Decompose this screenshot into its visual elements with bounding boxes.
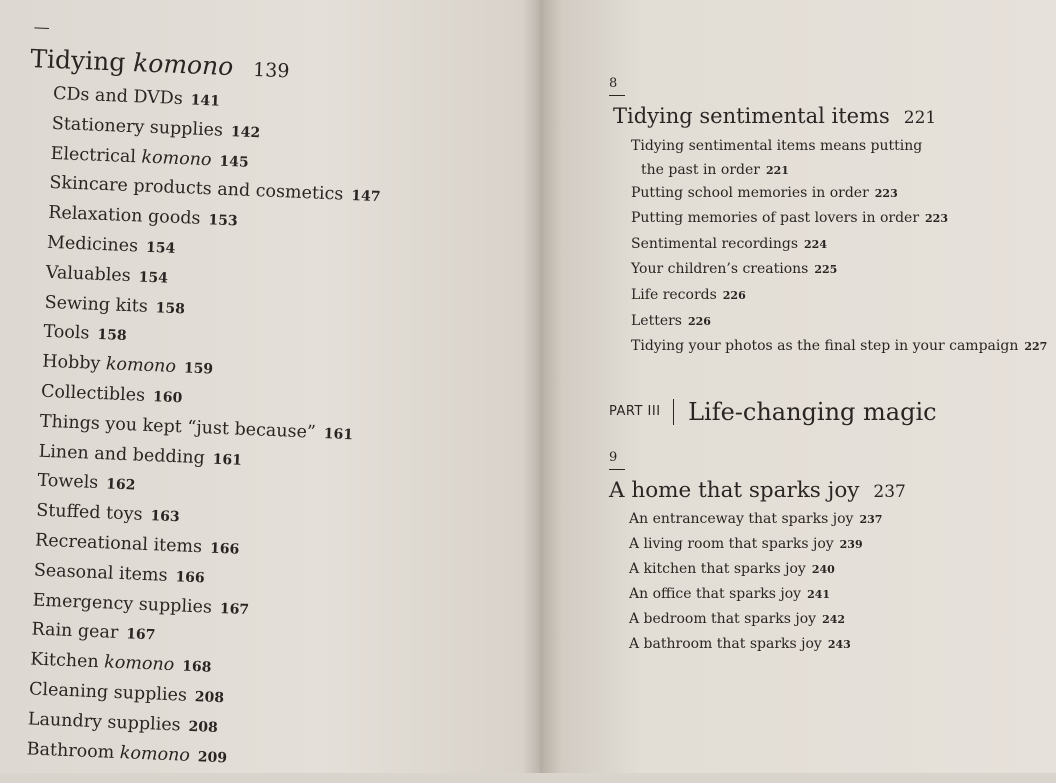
chapter-8-title: Tidying sentimental items — [613, 104, 890, 128]
entry-page: 167 — [219, 600, 250, 618]
entry-page: 145 — [219, 153, 250, 171]
entry-page: 167 — [125, 626, 156, 644]
entry-text: Sewing kits — [44, 292, 149, 317]
entry-text: An entranceway that sparks joy — [629, 510, 854, 527]
chapter-title-italic: komono — [132, 48, 234, 82]
part-label: PART III — [609, 404, 661, 420]
chapter-9-number: 9 — [609, 449, 618, 465]
entry-page: 208 — [194, 689, 225, 707]
chapter-9-entry-list — [609, 507, 1039, 657]
chapter-9-title: A home that sparks joy — [609, 477, 860, 503]
entry-text: Your children’s creations — [631, 261, 809, 278]
entry-page: 147 — [350, 188, 381, 206]
entry-text: Tidying your photos as the final step in your campaign — [631, 338, 1019, 355]
entry-page: 225 — [814, 263, 838, 277]
chapter-8-page: 221 — [903, 108, 937, 128]
entry-text: Laundry supplies — [27, 709, 182, 736]
entry-page: 239 — [839, 537, 863, 551]
entry-page: 240 — [811, 562, 835, 576]
entry-text: Kitchen — [29, 649, 105, 673]
toc-entry — [631, 257, 1039, 283]
entry-text: A bathroom that sparks joy — [629, 635, 822, 652]
entry-text: Emergency supplies — [32, 590, 213, 618]
entry-page: 224 — [804, 237, 827, 251]
entry-page: 223 — [925, 212, 948, 226]
entry-page: 154 — [138, 269, 169, 287]
entry-page: 227 — [1024, 340, 1048, 354]
toc-entry — [631, 309, 1039, 335]
part-divider — [673, 399, 675, 425]
entry-page: 168 — [181, 658, 212, 676]
entry-text: Towels — [37, 470, 99, 494]
entry-page: 162 — [105, 476, 136, 494]
entry-text-italic: komono — [105, 354, 177, 378]
entry-text: Medicines — [46, 232, 139, 257]
entry-page: 141 — [190, 92, 221, 110]
entry-text: An office that sparks joy — [629, 585, 802, 602]
entry-page: 223 — [874, 186, 898, 200]
entry-text: Stuffed toys — [35, 500, 143, 525]
left-toc-column — [2, 17, 501, 783]
entry-page: 241 — [807, 587, 831, 601]
entry-page: 160 — [152, 389, 183, 407]
chapter-page-number: 139 — [252, 58, 290, 83]
entry-text: Collectibles — [40, 381, 146, 406]
entry-text: Seasonal items — [33, 560, 168, 586]
entry-page: 226 — [722, 288, 746, 302]
entry-text: Valuables — [45, 262, 132, 286]
entry-page: 208 — [188, 718, 219, 736]
entry-text: Cleaning supplies — [28, 679, 188, 706]
entry-text-continued — [631, 160, 1039, 181]
komono-entry-list — [2, 79, 499, 783]
toc-entry — [629, 607, 1039, 632]
chapter-9-dash — [609, 469, 625, 470]
entry-page: 161 — [323, 425, 354, 443]
entry-text: Letters — [631, 312, 682, 329]
entry-text: Skincare products and cosmetics — [49, 173, 344, 206]
chapter-8-entry-list — [609, 134, 1048, 360]
part-title: Life-changing magic — [688, 397, 937, 426]
entry-text-line2: the past in order — [641, 161, 760, 178]
book-gutter — [522, 0, 562, 773]
entry-text: Putting memories of past lovers in order — [631, 210, 920, 227]
chapter-9-page: 237 — [873, 481, 906, 502]
entry-text: Things you kept “just because” — [39, 411, 317, 443]
entry-text-italic: komono — [119, 742, 191, 766]
entry-page: 163 — [150, 508, 181, 526]
entry-text: Rain gear — [31, 619, 119, 644]
toc-entry — [629, 507, 1039, 532]
toc-entry — [629, 557, 1039, 582]
entry-text: Putting school memories in order — [631, 184, 869, 201]
entry-text: Bathroom — [26, 738, 121, 763]
entry-text: Hobby — [41, 351, 107, 375]
entry-page: 158 — [155, 299, 186, 317]
chapter-9-block — [609, 450, 1039, 657]
toc-entry — [629, 532, 1039, 557]
chapter-8-dash — [609, 95, 625, 96]
toc-entry — [631, 283, 1039, 309]
chapter-9-heading — [609, 478, 1039, 503]
entry-page: 237 — [859, 512, 883, 526]
entry-text: Linen and bedding — [38, 441, 206, 468]
entry-text: Relaxation goods — [47, 203, 201, 230]
entry-text: A bedroom that sparks joy — [629, 610, 817, 627]
entry-page: 209 — [197, 748, 228, 766]
entry-text: Tools — [43, 322, 90, 344]
right-toc-column — [609, 76, 1048, 657]
toc-entry — [631, 334, 1048, 360]
entry-text: Life records — [631, 286, 717, 303]
entry-text: Tidying sentimental items means putting — [631, 138, 923, 154]
entry-page: 153 — [208, 212, 238, 230]
entry-page: 142 — [230, 123, 261, 142]
toc-entry — [631, 206, 1039, 232]
entry-page: 243 — [827, 637, 851, 651]
entry-text: Sentimental recordings — [631, 235, 799, 252]
entry-text: Stationery supplies — [51, 113, 224, 141]
toc-entry — [629, 582, 1039, 607]
chapter-8-heading — [613, 104, 1039, 128]
entry-page: 161 — [212, 451, 243, 469]
chapter-title: Tidying — [29, 43, 134, 78]
entry-page: 221 — [765, 163, 789, 177]
entry-page: 166 — [175, 568, 206, 587]
entry-text-italic: komono — [141, 147, 212, 170]
entry-page: 154 — [145, 239, 176, 257]
chapter-8-number: 8 — [609, 76, 618, 91]
part-heading — [609, 398, 1039, 426]
top-dash: — — [33, 17, 51, 37]
entry-text: Electrical — [50, 143, 142, 168]
toc-entry — [629, 632, 1039, 657]
entry-page: 166 — [209, 540, 240, 558]
toc-entry — [631, 181, 1039, 207]
entry-text: Recreational items — [34, 530, 203, 558]
entry-page: 226 — [688, 314, 711, 328]
entry-text: A kitchen that sparks joy — [629, 560, 806, 577]
toc-entry — [631, 134, 1039, 181]
entry-text: CDs and DVDs — [52, 83, 184, 110]
toc-entry — [631, 232, 1039, 258]
entry-text-italic: komono — [103, 652, 175, 676]
entry-page: 159 — [183, 360, 214, 378]
entry-page: 158 — [97, 327, 127, 345]
entry-page: 242 — [822, 612, 846, 626]
entry-text: A living room that sparks joy — [629, 535, 834, 552]
